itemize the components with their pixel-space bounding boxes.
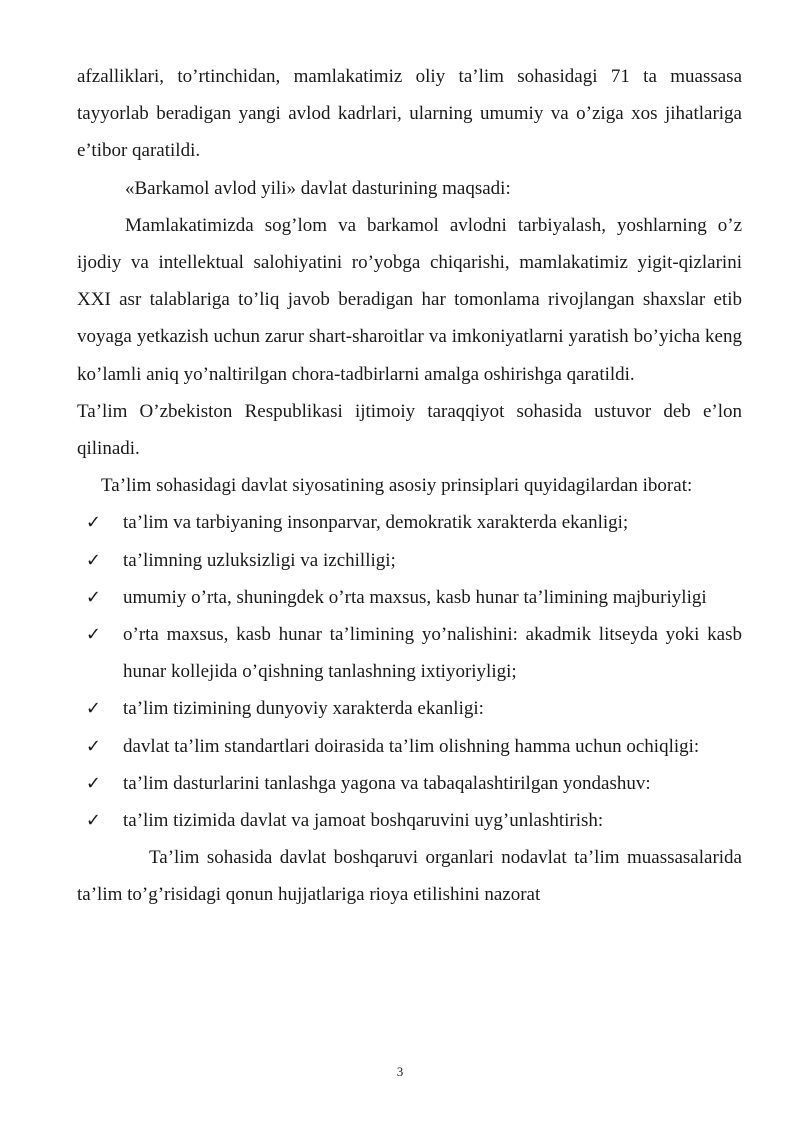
list-item-text: davlat ta’lim standartlari doirasida ta’lim olishning hamma uchun ochiqligi: xyxy=(123,735,700,757)
checkmark-icon: ✓ xyxy=(85,624,101,646)
paragraph-education-priority: Ta’lim O’zbekiston Respublikasi ijtimoiy taraqqiyot sohasida ustuvor deb e’lon qilinadi. xyxy=(77,400,742,460)
list-item xyxy=(77,542,742,579)
paragraph-principles-intro: Ta’lim sohasidagi davlat siyosatining asosiy prinsiplari quyidagilardan iborat: xyxy=(101,475,693,497)
list-item-text: umumiy o’rta, shuningdek o’rta maxsus, kasb hunar ta’limining majburiyligi xyxy=(123,586,707,608)
paragraph-governance: Ta’lim sohasida davlat boshqaruvi organlari nodavlat ta’lim muassasalarida ta’lim to’g’risidagi qonun hujjatlariga rioya etilishini nazorat xyxy=(77,847,742,906)
list-item xyxy=(77,616,742,690)
list-item xyxy=(77,579,742,616)
list-item-text: ta’lim dasturlarini tanlashga yagona va tabaqalashtirilgan yondashuv: xyxy=(123,772,651,794)
list-item xyxy=(77,504,742,541)
list-item-text: ta’lim va tarbiyaning insonparvar, demokratik xarakterda ekanligi; xyxy=(123,512,629,534)
page-body xyxy=(77,58,742,914)
paragraph-intro: afzalliklari, to’rtinchidan, mamlakatimiz oliy ta’lim sohasidagi 71 ta muassasa tayyorlab beradigan yangi avlod kadrlari, ularning umumiy va o’ziga xos jihatlariga e’tibor qaratildi. xyxy=(77,66,742,162)
checkmark-icon: ✓ xyxy=(85,735,101,757)
checkmark-icon: ✓ xyxy=(85,772,101,794)
list-item xyxy=(77,765,742,802)
paragraph-program-goal: Mamlakatimizda sog’lom va barkamol avlodni tarbiyalash, yoshlarning o’z ijodiy va intellektual salohiyatini ro’yobga chiqarishi, mamlakatimiz yigit-qizlarini XXI asr talablariga to’liq javob beradigan har tomonlama rivojlangan shaxslar etib voyaga yetkazish uchun zarur shart-sharoitlar va imkoniyatlarni yaratish bo’yicha keng ko’lamli aniq yo’naltirilgan chora-tadbirlarni amalga oshirishga qaratildi. xyxy=(77,214,742,385)
page-number: 3 xyxy=(396,1064,404,1079)
list-item xyxy=(77,728,742,765)
principles-list xyxy=(77,504,742,839)
list-item xyxy=(77,802,742,839)
checkmark-icon: ✓ xyxy=(85,810,101,832)
checkmark-icon: ✓ xyxy=(85,549,101,571)
paragraph-program-goal-heading: «Barkamol avlod yili» davlat dasturining maqsadi: xyxy=(125,177,511,199)
list-item xyxy=(77,690,742,727)
list-item-text: o’rta maxsus, kasb hunar ta’limining yo’nalishini: akadmik litseyda yoki kasb hunar kollejida o’qishning tanlashning ixtiyoriyligi; xyxy=(123,624,742,683)
checkmark-icon: ✓ xyxy=(85,512,101,534)
checkmark-icon: ✓ xyxy=(85,698,101,720)
checkmark-icon: ✓ xyxy=(85,586,101,608)
list-item-text: ta’lim tizimining dunyoviy xarakterda ekanligi: xyxy=(123,698,484,720)
list-item-text: ta’limning uzluksizligi va izchilligi; xyxy=(123,549,396,571)
list-item-text: ta’lim tizimida davlat va jamoat boshqaruvini uyg’unlashtirish: xyxy=(123,810,604,832)
